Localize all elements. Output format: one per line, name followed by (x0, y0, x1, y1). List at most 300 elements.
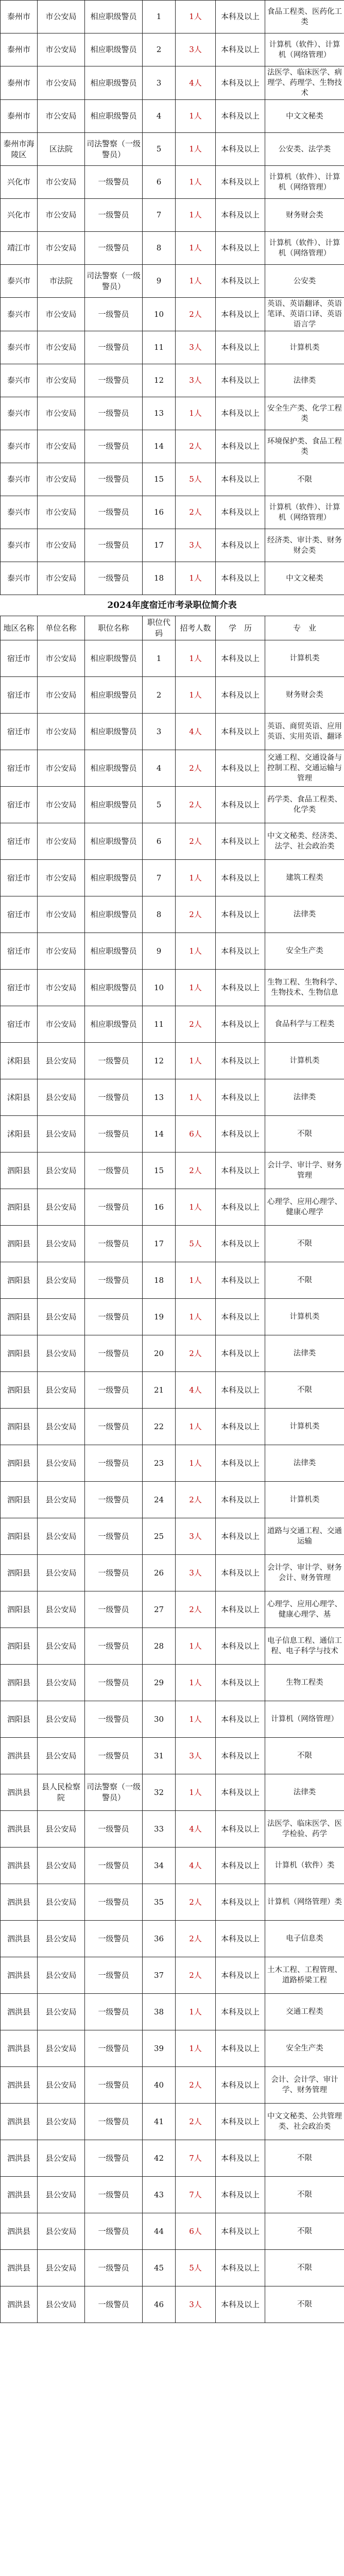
taizhou-table-body (1, 1, 344, 595)
code-cell: 11 (143, 1006, 176, 1043)
count-cell: 1人 (176, 2030, 216, 2067)
region-cell: 泰兴市 (1, 298, 38, 331)
unit-cell: 市公安局 (38, 896, 85, 933)
count-cell: 1人 (176, 562, 216, 595)
position-cell: 一级警员 (85, 2104, 143, 2140)
position-cell: 一级警员 (85, 562, 143, 595)
education-cell: 本科及以上 (216, 823, 265, 860)
education-cell: 本科及以上 (216, 1299, 265, 1335)
unit-cell: 县公安局 (38, 1043, 85, 1079)
unit-cell: 市公安局 (38, 331, 85, 364)
header-code: 职位代码 (143, 616, 176, 640)
table-row (1, 1848, 344, 1884)
table-row (1, 1445, 344, 1482)
table-row (1, 677, 344, 714)
position-cell: 司法警察（一级警员） (85, 1774, 143, 1811)
education-cell: 本科及以上 (216, 265, 265, 298)
region-cell: 泰州市 (1, 100, 38, 133)
table-row (1, 1043, 344, 1079)
count-cell: 1人 (176, 166, 216, 199)
count-cell: 1人 (176, 1628, 216, 1665)
education-cell: 本科及以上 (216, 33, 265, 66)
unit-cell: 县公安局 (38, 1335, 85, 1372)
count-cell: 7人 (176, 2140, 216, 2177)
major-cell: 心理学、应用心理学、健康心理学、基 (265, 1591, 344, 1628)
position-cell: 相应职级警员 (85, 1, 143, 33)
code-cell: 1 (143, 640, 176, 677)
count-cell: 1人 (176, 133, 216, 166)
major-cell: 计算机类 (265, 1043, 344, 1079)
unit-cell: 县公安局 (38, 2250, 85, 2286)
unit-cell: 县公安局 (38, 1957, 85, 1994)
count-cell: 2人 (176, 823, 216, 860)
major-cell: 不限 (265, 1116, 344, 1153)
table-row (1, 787, 344, 823)
region-cell: 沭阳县 (1, 1116, 38, 1153)
unit-cell: 县公安局 (38, 1738, 85, 1774)
major-cell: 法律类 (265, 1445, 344, 1482)
count-cell: 1人 (176, 1665, 216, 1701)
region-cell: 泗洪县 (1, 1774, 38, 1811)
table-row (1, 933, 344, 970)
code-cell: 16 (143, 1189, 176, 1226)
unit-cell: 县公安局 (38, 1372, 85, 1409)
count-cell: 7人 (176, 2177, 216, 2213)
position-cell: 相应职级警员 (85, 750, 143, 787)
unit-cell: 县公安局 (38, 1189, 85, 1226)
code-cell: 9 (143, 265, 176, 298)
code-cell: 24 (143, 1482, 176, 1518)
code-cell: 18 (143, 562, 176, 595)
unit-cell: 县公安局 (38, 1701, 85, 1738)
region-cell: 泗洪县 (1, 1957, 38, 1994)
table-row (1, 364, 344, 397)
code-cell: 2 (143, 677, 176, 714)
position-cell: 一级警员 (85, 1738, 143, 1774)
education-cell: 本科及以上 (216, 2030, 265, 2067)
code-cell: 30 (143, 1701, 176, 1738)
unit-cell: 县公安局 (38, 1921, 85, 1957)
table-row (1, 1591, 344, 1628)
count-cell: 1人 (176, 1079, 216, 1116)
unit-cell: 市公安局 (38, 529, 85, 562)
major-cell: 计算机（软件）、计算机（网络管理） (265, 33, 344, 66)
table-row (1, 1701, 344, 1738)
position-cell: 一级警员 (85, 1153, 143, 1189)
taizhou-positions-table (0, 0, 344, 595)
code-cell: 21 (143, 1372, 176, 1409)
major-cell: 公安类、法学类 (265, 133, 344, 166)
region-cell: 泗阳县 (1, 1409, 38, 1445)
unit-cell: 县公安局 (38, 1262, 85, 1299)
code-cell: 43 (143, 2177, 176, 2213)
education-cell: 本科及以上 (216, 1848, 265, 1884)
major-cell: 生物工程、生物科学、生物技术、生物信息 (265, 970, 344, 1006)
code-cell: 25 (143, 1518, 176, 1555)
code-cell: 15 (143, 1153, 176, 1189)
count-cell: 2人 (176, 1884, 216, 1921)
code-cell: 7 (143, 860, 176, 896)
position-cell: 一级警员 (85, 1994, 143, 2030)
region-cell: 泰州市 (1, 66, 38, 100)
major-cell: 英语、英语翻译、英语笔译、英语口译、英语语言学 (265, 298, 344, 331)
table-row (1, 1884, 344, 1921)
position-cell: 一级警员 (85, 2286, 143, 2323)
table-row (1, 1957, 344, 1994)
education-cell: 本科及以上 (216, 2286, 265, 2323)
major-cell: 计算机（网络管理）类 (265, 1884, 344, 1921)
count-cell: 6人 (176, 2213, 216, 2250)
region-cell: 宿迁市 (1, 750, 38, 787)
education-cell: 本科及以上 (216, 430, 265, 463)
position-cell: 一级警员 (85, 1518, 143, 1555)
position-cell: 一级警员 (85, 1043, 143, 1079)
major-cell: 计算机类 (265, 1409, 344, 1445)
education-cell: 本科及以上 (216, 1335, 265, 1372)
code-cell: 34 (143, 1848, 176, 1884)
major-cell: 不限 (265, 2213, 344, 2250)
header-position: 职位名称 (85, 616, 143, 640)
table-row (1, 2104, 344, 2140)
major-cell: 法律类 (265, 896, 344, 933)
unit-cell: 县公安局 (38, 1409, 85, 1445)
education-cell: 本科及以上 (216, 2067, 265, 2104)
code-cell: 26 (143, 1555, 176, 1591)
count-cell: 2人 (176, 1591, 216, 1628)
major-cell: 计算机类 (265, 331, 344, 364)
code-cell: 46 (143, 2286, 176, 2323)
position-cell: 相应职级警员 (85, 66, 143, 100)
region-cell: 兴化市 (1, 166, 38, 199)
table-row (1, 1335, 344, 1372)
position-cell: 相应职级警员 (85, 896, 143, 933)
education-cell: 本科及以上 (216, 2250, 265, 2286)
education-cell: 本科及以上 (216, 1884, 265, 1921)
unit-cell: 县公安局 (38, 1079, 85, 1116)
count-cell: 1人 (176, 265, 216, 298)
position-cell: 一级警员 (85, 1409, 143, 1445)
position-cell: 相应职级警员 (85, 787, 143, 823)
count-cell: 2人 (176, 1335, 216, 1372)
count-cell: 2人 (176, 1921, 216, 1957)
major-cell: 中文文秘类、经济类、法学、社会政治类 (265, 823, 344, 860)
count-cell: 1人 (176, 1262, 216, 1299)
code-cell: 31 (143, 1738, 176, 1774)
count-cell: 1人 (176, 1409, 216, 1445)
region-cell: 泗洪县 (1, 2104, 38, 2140)
major-cell: 会计、会计学、审计学、财务管理 (265, 2067, 344, 2104)
position-cell: 一级警员 (85, 1591, 143, 1628)
major-cell: 计算机（软件）、计算机（网络管理） (265, 496, 344, 529)
major-cell: 安全生产类 (265, 2030, 344, 2067)
count-cell: 3人 (176, 529, 216, 562)
unit-cell: 县公安局 (38, 1226, 85, 1262)
major-cell: 中文文秘类、公共管理类、社会政治类 (265, 2104, 344, 2140)
education-cell: 本科及以上 (216, 232, 265, 265)
education-cell: 本科及以上 (216, 496, 265, 529)
code-cell: 12 (143, 364, 176, 397)
table-row (1, 1372, 344, 1409)
count-cell: 2人 (176, 1153, 216, 1189)
education-cell: 本科及以上 (216, 1116, 265, 1153)
unit-cell: 市公安局 (38, 787, 85, 823)
education-cell: 本科及以上 (216, 166, 265, 199)
position-cell: 相应职级警员 (85, 677, 143, 714)
major-cell: 经济类、审计类、财务财会类 (265, 529, 344, 562)
major-cell: 会计学、审计学、财务管理 (265, 1153, 344, 1189)
table-row (1, 133, 344, 166)
position-cell: 一级警员 (85, 1299, 143, 1335)
major-cell: 土木工程、工程管理、道路桥梁工程 (265, 1957, 344, 1994)
major-cell: 中文文秘类 (265, 562, 344, 595)
major-cell: 法律类 (265, 1335, 344, 1372)
position-cell: 相应职级警员 (85, 33, 143, 66)
region-cell: 泗洪县 (1, 2177, 38, 2213)
table-row (1, 750, 344, 787)
major-cell: 法医学、临床医学、病理学、药理学、生物技术 (265, 66, 344, 100)
suqian-positions-table (0, 616, 344, 2323)
unit-cell: 县公安局 (38, 2286, 85, 2323)
region-cell: 宿迁市 (1, 787, 38, 823)
count-cell: 1人 (176, 860, 216, 896)
table-row (1, 1994, 344, 2030)
region-cell: 泗阳县 (1, 1335, 38, 1372)
position-cell: 一级警员 (85, 331, 143, 364)
unit-cell: 县公安局 (38, 1518, 85, 1555)
table-row (1, 331, 344, 364)
position-cell: 一级警员 (85, 1811, 143, 1848)
table-row (1, 1079, 344, 1116)
region-cell: 泗洪县 (1, 2213, 38, 2250)
education-cell: 本科及以上 (216, 677, 265, 714)
table-row (1, 1116, 344, 1153)
table-row (1, 298, 344, 331)
position-cell: 相应职级警员 (85, 970, 143, 1006)
code-cell: 39 (143, 2030, 176, 2067)
education-cell: 本科及以上 (216, 970, 265, 1006)
count-cell: 5人 (176, 1226, 216, 1262)
suqian-table-header-row (1, 616, 344, 640)
region-cell: 泗阳县 (1, 1189, 38, 1226)
count-cell: 1人 (176, 1299, 216, 1335)
region-cell: 泰兴市 (1, 364, 38, 397)
code-cell: 45 (143, 2250, 176, 2286)
unit-cell: 县公安局 (38, 1591, 85, 1628)
code-cell: 23 (143, 1445, 176, 1482)
position-cell: 一级警员 (85, 2140, 143, 2177)
position-cell: 相应职级警员 (85, 640, 143, 677)
count-cell: 1人 (176, 933, 216, 970)
major-cell: 药学类、食品工程类、化学类 (265, 787, 344, 823)
position-cell: 一级警员 (85, 199, 143, 232)
unit-cell: 市公安局 (38, 100, 85, 133)
code-cell: 5 (143, 787, 176, 823)
code-cell: 5 (143, 133, 176, 166)
table-row (1, 1153, 344, 1189)
count-cell: 2人 (176, 750, 216, 787)
code-cell: 37 (143, 1957, 176, 1994)
code-cell: 33 (143, 1811, 176, 1848)
education-cell: 本科及以上 (216, 1, 265, 33)
code-cell: 32 (143, 1774, 176, 1811)
table-row (1, 166, 344, 199)
position-cell: 一级警员 (85, 2250, 143, 2286)
region-cell: 泗阳县 (1, 1299, 38, 1335)
position-cell: 一级警员 (85, 1957, 143, 1994)
education-cell: 本科及以上 (216, 933, 265, 970)
region-cell: 泗洪县 (1, 1884, 38, 1921)
table-row (1, 232, 344, 265)
education-cell: 本科及以上 (216, 1043, 265, 1079)
position-cell: 一级警员 (85, 2177, 143, 2213)
table-row (1, 2067, 344, 2104)
education-cell: 本科及以上 (216, 714, 265, 750)
count-cell: 2人 (176, 896, 216, 933)
position-cell: 一级警员 (85, 397, 143, 430)
table-row (1, 640, 344, 677)
code-cell: 17 (143, 529, 176, 562)
unit-cell: 县公安局 (38, 2177, 85, 2213)
count-cell: 2人 (176, 430, 216, 463)
unit-cell: 县公安局 (38, 1299, 85, 1335)
position-cell: 一级警员 (85, 166, 143, 199)
position-cell: 一级警员 (85, 2030, 143, 2067)
major-cell: 电子信息类 (265, 1921, 344, 1957)
table-row (1, 860, 344, 896)
count-cell: 4人 (176, 1372, 216, 1409)
table-row (1, 714, 344, 750)
table-row (1, 1189, 344, 1226)
region-cell: 泗阳县 (1, 1518, 38, 1555)
count-cell: 1人 (176, 199, 216, 232)
unit-cell: 县公安局 (38, 2213, 85, 2250)
education-cell: 本科及以上 (216, 133, 265, 166)
unit-cell: 县公安局 (38, 1628, 85, 1665)
unit-cell: 县公安局 (38, 2030, 85, 2067)
position-cell: 一级警员 (85, 1884, 143, 1921)
unit-cell: 市公安局 (38, 970, 85, 1006)
region-cell: 泰州市 (1, 1, 38, 33)
region-cell: 泗阳县 (1, 1555, 38, 1591)
unit-cell: 县公安局 (38, 2104, 85, 2140)
header-major: 专 业 (265, 616, 344, 640)
suqian-table-title: 2024年度宿迁市考录职位简介表 (107, 600, 237, 611)
count-cell: 2人 (176, 2104, 216, 2140)
education-cell: 本科及以上 (216, 1811, 265, 1848)
region-cell: 泗洪县 (1, 2250, 38, 2286)
code-cell: 13 (143, 397, 176, 430)
major-cell: 法律类 (265, 364, 344, 397)
region-cell: 泗洪县 (1, 2140, 38, 2177)
position-cell: 相应职级警员 (85, 860, 143, 896)
count-cell: 4人 (176, 1811, 216, 1848)
code-cell: 12 (143, 1043, 176, 1079)
count-cell: 6人 (176, 1116, 216, 1153)
count-cell: 1人 (176, 1043, 216, 1079)
count-cell: 5人 (176, 463, 216, 496)
education-cell: 本科及以上 (216, 1409, 265, 1445)
table-row (1, 430, 344, 463)
table-row (1, 2286, 344, 2323)
unit-cell: 县公安局 (38, 1482, 85, 1518)
unit-cell: 县公安局 (38, 1848, 85, 1884)
count-cell: 2人 (176, 1006, 216, 1043)
count-cell: 1人 (176, 1445, 216, 1482)
unit-cell: 县公安局 (38, 1994, 85, 2030)
region-cell: 泗洪县 (1, 2067, 38, 2104)
header-unit: 单位名称 (38, 616, 85, 640)
unit-cell: 市公安局 (38, 430, 85, 463)
unit-cell: 市公安局 (38, 1, 85, 33)
region-cell: 泰州市海陵区 (1, 133, 38, 166)
table-row (1, 562, 344, 595)
unit-cell: 市公安局 (38, 166, 85, 199)
major-cell: 建筑工程类 (265, 860, 344, 896)
region-cell: 泗洪县 (1, 1994, 38, 2030)
position-cell: 一级警员 (85, 1482, 143, 1518)
major-cell: 心理学、应用心理学、健康心理学 (265, 1189, 344, 1226)
table-row (1, 1, 344, 33)
code-cell: 29 (143, 1665, 176, 1701)
region-cell: 泗洪县 (1, 2286, 38, 2323)
region-cell: 泰兴市 (1, 496, 38, 529)
major-cell: 公安类 (265, 265, 344, 298)
education-cell: 本科及以上 (216, 1482, 265, 1518)
count-cell: 4人 (176, 66, 216, 100)
major-cell: 道路与交通工程、交通运输 (265, 1518, 344, 1555)
region-cell: 泗洪县 (1, 1848, 38, 1884)
education-cell: 本科及以上 (216, 1738, 265, 1774)
code-cell: 13 (143, 1079, 176, 1116)
education-cell: 本科及以上 (216, 1079, 265, 1116)
code-cell: 2 (143, 33, 176, 66)
count-cell: 4人 (176, 714, 216, 750)
code-cell: 28 (143, 1628, 176, 1665)
position-cell: 一级警员 (85, 463, 143, 496)
table-row (1, 33, 344, 66)
unit-cell: 市公安局 (38, 714, 85, 750)
education-cell: 本科及以上 (216, 2213, 265, 2250)
position-cell: 相应职级警员 (85, 823, 143, 860)
code-cell: 10 (143, 298, 176, 331)
table-row (1, 66, 344, 100)
code-cell: 27 (143, 1591, 176, 1628)
unit-cell: 市公安局 (38, 933, 85, 970)
suqian-table-body (1, 640, 344, 2323)
count-cell: 2人 (176, 496, 216, 529)
code-cell: 3 (143, 66, 176, 100)
region-cell: 泰兴市 (1, 265, 38, 298)
table-row (1, 1299, 344, 1335)
position-cell: 司法警察（一级警员） (85, 265, 143, 298)
position-cell: 一级警员 (85, 232, 143, 265)
education-cell: 本科及以上 (216, 463, 265, 496)
position-cell: 一级警员 (85, 1555, 143, 1591)
position-cell: 一级警员 (85, 1335, 143, 1372)
education-cell: 本科及以上 (216, 1957, 265, 1994)
code-cell: 42 (143, 2140, 176, 2177)
count-cell: 3人 (176, 331, 216, 364)
count-cell: 3人 (176, 33, 216, 66)
code-cell: 19 (143, 1299, 176, 1335)
region-cell: 泰兴市 (1, 463, 38, 496)
count-cell: 2人 (176, 1957, 216, 1994)
header-education: 学 历 (216, 616, 265, 640)
code-cell: 17 (143, 1226, 176, 1262)
unit-cell: 县公安局 (38, 1665, 85, 1701)
position-cell: 一级警员 (85, 1226, 143, 1262)
region-cell: 宿迁市 (1, 677, 38, 714)
